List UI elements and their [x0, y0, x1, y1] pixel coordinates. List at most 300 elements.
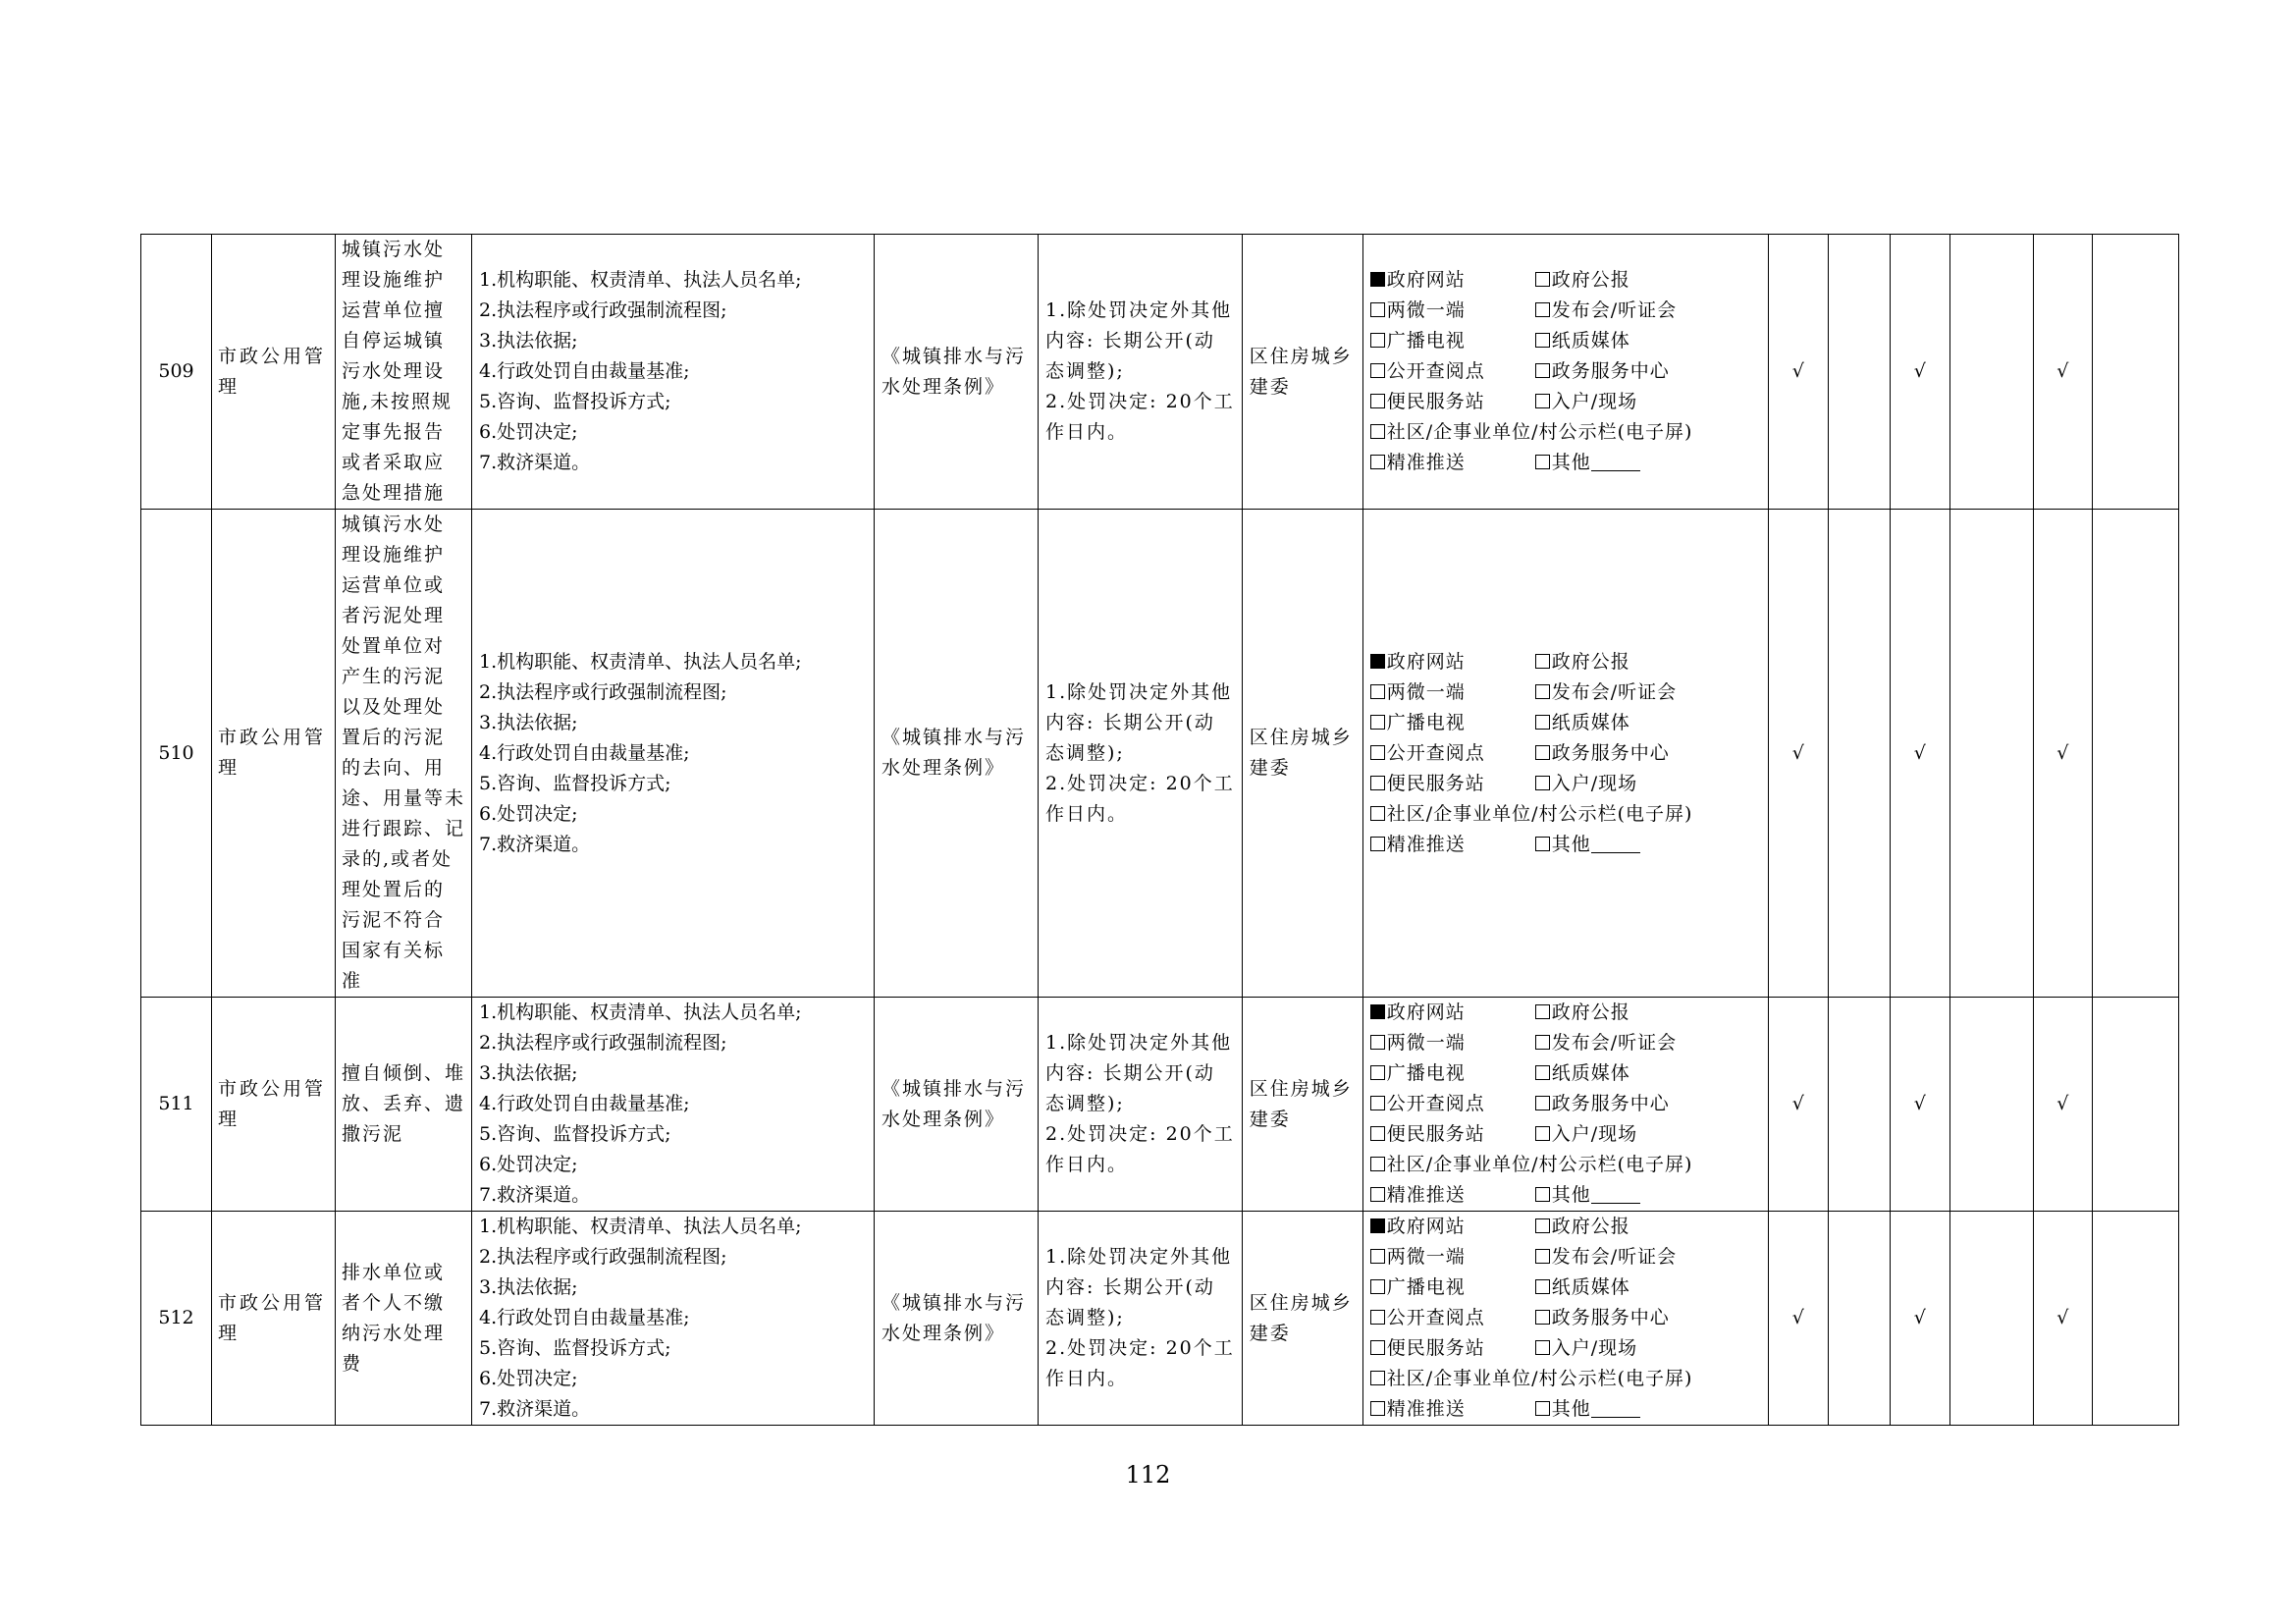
channels-cell: [1362, 998, 1768, 1212]
channel-label: 两微一端: [1386, 1032, 1466, 1054]
channel-label: 公开查阅点: [1386, 360, 1485, 382]
checkbox-icon: [1370, 1401, 1385, 1416]
channel-label: 其他: [1551, 1184, 1591, 1206]
dept-line: 区住房城乡: [1249, 345, 1353, 367]
item-line: 途、用量等未: [342, 787, 466, 809]
check-cell: √: [1890, 235, 1949, 510]
checkbox-icon: [1370, 776, 1385, 790]
channel-label: 公开查阅点: [1386, 1307, 1485, 1328]
channel-option: [1370, 387, 1535, 417]
channel-option: [1535, 1058, 1630, 1089]
channel-option: [1535, 1089, 1670, 1119]
checkbox-icon: [1370, 302, 1385, 317]
channel-option: [1370, 1089, 1535, 1119]
channel-label: 广播电视: [1386, 1276, 1466, 1298]
channel-label: 两微一端: [1386, 1246, 1466, 1268]
channel-row: [1370, 1058, 1761, 1089]
channel-label: 社区/企事业单位/村公示栏(电子屏): [1386, 802, 1693, 825]
basis-line: 《城镇排水与污: [881, 345, 1027, 367]
checkbox-icon: [1535, 1035, 1550, 1050]
row-number: 511: [141, 998, 212, 1212]
time-limit-cell: [1039, 1212, 1243, 1426]
basis-cell: [875, 510, 1039, 998]
check-cell: √: [1890, 1212, 1949, 1426]
checkbox-icon: [1535, 1004, 1550, 1019]
channel-row: [1370, 387, 1761, 417]
item-line: 的去向、用: [342, 757, 446, 779]
basis-cell: [875, 998, 1039, 1212]
table-row: [141, 1212, 2179, 1426]
channels-cell: [1362, 235, 1768, 510]
checkbox-icon: [1370, 1371, 1385, 1385]
category-line: 理: [218, 1322, 240, 1344]
checkbox-icon: [1370, 333, 1385, 348]
checkbox-icon: [1535, 1187, 1550, 1202]
content-line: 7.救济渠道。: [479, 1398, 591, 1420]
item-line: 国家有关标: [342, 940, 446, 961]
department-cell: [1242, 235, 1362, 510]
checkbox-icon: [1535, 394, 1550, 408]
channel-option: [1370, 1212, 1535, 1242]
channel-option: [1370, 1028, 1535, 1058]
channel-option: [1370, 356, 1535, 387]
check-cell: √: [2033, 235, 2092, 510]
channel-option: [1370, 326, 1535, 356]
checkbox-icon: [1535, 333, 1550, 348]
channel-row: [1370, 677, 1761, 708]
channel-option: [1535, 708, 1630, 738]
category-line: 理: [218, 757, 240, 779]
channel-label: 政务服务中心: [1551, 360, 1670, 382]
basis-line: 《城镇排水与污: [881, 727, 1027, 748]
channel-option: [1370, 1058, 1535, 1089]
department-cell: [1242, 510, 1362, 998]
item-line: 擅自倾倒、堆: [342, 1062, 466, 1084]
channel-row: [1370, 1303, 1761, 1333]
category-cell: [212, 1212, 336, 1426]
item-line: 急处理措施: [342, 482, 446, 504]
channel-label: 政府公报: [1551, 1001, 1630, 1023]
channel-label: 政府网站: [1386, 650, 1466, 673]
item-line: 产生的污泥: [342, 666, 446, 687]
channel-row: [1370, 417, 1761, 448]
channel-option: [1535, 1180, 1640, 1211]
channel-label: 入户/现场: [1551, 1123, 1638, 1145]
time-line: 1.除处罚决定外其他: [1045, 680, 1233, 703]
check-cell: [1949, 998, 2033, 1212]
channel-option: [1370, 1303, 1535, 1333]
check-cell: √: [2033, 510, 2092, 998]
check-cell: √: [1890, 510, 1949, 998]
checkbox-icon: [1370, 1310, 1385, 1325]
item-line: 放、丢弃、遗: [342, 1093, 466, 1114]
channel-label: 政务服务中心: [1551, 741, 1670, 764]
channels-cell: [1362, 510, 1768, 998]
channel-option: [1370, 1242, 1535, 1272]
check-cell: √: [1768, 1212, 1828, 1426]
time-limit-cell: [1039, 998, 1243, 1212]
channel-option: [1535, 356, 1670, 387]
channel-label: 其他: [1551, 833, 1591, 855]
channel-label: 两微一端: [1386, 680, 1466, 703]
checked-box-icon: [1370, 654, 1385, 669]
channel-option: [1370, 1119, 1535, 1150]
check-cell: √: [1890, 998, 1949, 1212]
channel-label: 发布会/听证会: [1551, 299, 1678, 321]
channel-label: 两微一端: [1386, 299, 1466, 321]
content-line: 1.机构职能、权责清单、执法人员名单;: [479, 1216, 802, 1237]
channel-label: 纸质媒体: [1551, 711, 1630, 733]
content-line: 7.救济渠道。: [479, 452, 591, 473]
channel-label: 精准推送: [1386, 1184, 1466, 1206]
item-line: 者污泥处理: [342, 605, 446, 626]
checked-box-icon: [1370, 1218, 1385, 1233]
category-line: 市政公用管: [218, 1291, 327, 1314]
content-line: 1.机构职能、权责清单、执法人员名单;: [479, 650, 802, 673]
content-line: 6.处罚决定;: [479, 1368, 578, 1389]
checkbox-icon: [1370, 745, 1385, 760]
row-number: 509: [141, 235, 212, 510]
check-cell: [1828, 998, 1890, 1212]
page-number: 112: [1125, 1461, 1171, 1489]
checkbox-icon: [1370, 1065, 1385, 1080]
item-line: 城镇污水处: [342, 239, 446, 260]
dept-line: 建委: [1249, 1322, 1291, 1344]
channel-row: [1370, 1394, 1761, 1425]
channel-row: [1370, 1028, 1761, 1058]
basis-line: 水处理条例》: [881, 375, 1006, 398]
checkbox-icon: [1535, 272, 1550, 287]
time-line: 作日内。: [1045, 802, 1129, 825]
time-line: 1.除处罚决定外其他: [1045, 1032, 1233, 1054]
channel-label: 政府网站: [1386, 1001, 1466, 1023]
channel-label: 入户/现场: [1551, 772, 1638, 794]
item-line: 置后的污泥: [342, 727, 446, 748]
channel-row: [1370, 708, 1761, 738]
blank-line: [1591, 835, 1640, 853]
check-cell: √: [2033, 998, 2092, 1212]
checkbox-icon: [1535, 363, 1550, 378]
channel-label: 广播电视: [1386, 711, 1466, 733]
channel-option: [1535, 265, 1630, 296]
time-line: 作日内。: [1045, 1154, 1129, 1175]
time-line: 2.处罚决定: 20个工: [1045, 1123, 1235, 1145]
channel-row: [1370, 356, 1761, 387]
content-line: 3.执法依据;: [479, 330, 578, 352]
checkbox-icon: [1370, 1279, 1385, 1294]
content-cell: [472, 1212, 875, 1426]
checkbox-icon: [1535, 1126, 1550, 1141]
channel-label: 便民服务站: [1386, 1337, 1485, 1359]
checkbox-icon: [1370, 1126, 1385, 1141]
channel-option: [1370, 1180, 1535, 1211]
checkbox-icon: [1535, 1340, 1550, 1355]
channel-label: 发布会/听证会: [1551, 680, 1678, 703]
content-line: 5.咨询、监督投诉方式;: [479, 391, 671, 412]
checkbox-icon: [1535, 654, 1550, 669]
content-line: 6.处罚决定;: [479, 421, 578, 443]
channel-label: 社区/企事业单位/村公示栏(电子屏): [1386, 1154, 1693, 1175]
channel-row: [1370, 326, 1761, 356]
time-limit-cell: [1039, 510, 1243, 998]
time-line: 2.处罚决定: 20个工: [1045, 772, 1235, 794]
dept-line: 建委: [1249, 757, 1291, 779]
category-line: 理: [218, 375, 240, 398]
time-line: 作日内。: [1045, 421, 1129, 443]
checkbox-icon: [1370, 1035, 1385, 1050]
time-line: 内容: 长期公开(动: [1045, 330, 1215, 352]
checkbox-icon: [1370, 1187, 1385, 1202]
item-line: 排水单位或: [342, 1261, 446, 1283]
channel-option: [1370, 998, 1535, 1028]
content-line: 5.咨询、监督投诉方式;: [479, 1337, 671, 1359]
channel-option: [1535, 1303, 1670, 1333]
item-line: 理设施维护: [342, 269, 446, 291]
channel-label: 广播电视: [1386, 1062, 1466, 1084]
checkbox-icon: [1535, 1249, 1550, 1264]
content-line: 2.执法程序或行政强制流程图;: [479, 299, 727, 321]
basis-line: 水处理条例》: [881, 1108, 1006, 1130]
checkbox-icon: [1535, 302, 1550, 317]
blank-line: [1591, 1399, 1640, 1418]
channel-option: [1535, 1028, 1677, 1058]
channel-label: 政府网站: [1386, 1216, 1466, 1237]
channel-row: [1370, 799, 1761, 830]
item-line: 准: [342, 970, 363, 992]
checkbox-icon: [1535, 1401, 1550, 1416]
channel-row: [1370, 830, 1761, 860]
channel-option: [1535, 1119, 1637, 1150]
check-cell: [1949, 1212, 2033, 1426]
channel-row: [1370, 1212, 1761, 1242]
channel-row: [1370, 1180, 1761, 1211]
content-line: 4.行政处罚自由裁量基准;: [479, 360, 690, 382]
channel-row: [1370, 738, 1761, 769]
item-line: 污泥不符合: [342, 909, 446, 931]
item-line: 施,未按照规: [342, 391, 454, 412]
checkbox-icon: [1535, 776, 1550, 790]
department-cell: [1242, 998, 1362, 1212]
content-line: 7.救济渠道。: [479, 833, 591, 855]
channel-row: [1370, 1364, 1761, 1394]
basis-cell: [875, 235, 1039, 510]
channel-label: 政务服务中心: [1551, 1093, 1670, 1114]
channel-option: [1535, 647, 1630, 677]
channel-label: 公开查阅点: [1386, 1093, 1485, 1114]
checkbox-icon: [1370, 806, 1385, 821]
channel-label: 其他: [1551, 452, 1591, 473]
basis-line: 水处理条例》: [881, 757, 1006, 779]
content-line: 3.执法依据;: [479, 711, 578, 733]
checkbox-icon: [1370, 1096, 1385, 1110]
channel-row: [1370, 647, 1761, 677]
checkbox-icon: [1370, 394, 1385, 408]
item-line: 者个人不缴: [342, 1291, 446, 1314]
time-line: 态调整);: [1045, 1307, 1125, 1328]
item-cell: [336, 998, 472, 1212]
checkbox-icon: [1535, 1065, 1550, 1080]
item-line: 自停运城镇: [342, 330, 446, 352]
basis-line: 《城镇排水与污: [881, 1077, 1027, 1100]
channel-row: [1370, 1242, 1761, 1272]
table-row: [141, 510, 2179, 998]
channel-label: 发布会/听证会: [1551, 1246, 1678, 1268]
channel-option: [1370, 738, 1535, 769]
check-cell: [2092, 1212, 2178, 1426]
dept-line: 建委: [1249, 1108, 1291, 1130]
basis-line: 《城镇排水与污: [881, 1291, 1027, 1314]
content-line: 7.救济渠道。: [479, 1184, 591, 1206]
item-cell: [336, 510, 472, 998]
channel-option: [1535, 677, 1677, 708]
item-line: 进行跟踪、记: [342, 818, 466, 839]
content-line: 2.执法程序或行政强制流程图;: [479, 1032, 727, 1054]
channel-option: [1370, 417, 1693, 448]
category-line: 市政公用管: [218, 345, 327, 367]
item-line: 污水处理设: [342, 360, 446, 382]
basis-cell: [875, 1212, 1039, 1426]
time-line: 1.除处罚决定外其他: [1045, 299, 1233, 321]
channel-option: [1535, 998, 1630, 1028]
time-line: 2.处罚决定: 20个工: [1045, 391, 1235, 412]
channel-label: 纸质媒体: [1551, 1062, 1630, 1084]
category-cell: [212, 235, 336, 510]
item-line: 运营单位擅: [342, 299, 446, 321]
item-line: 理设施维护: [342, 544, 446, 566]
channel-option: [1535, 769, 1637, 799]
checkbox-icon: [1535, 1310, 1550, 1325]
table-row: [141, 235, 2179, 510]
channels-cell: [1362, 1212, 1768, 1426]
checkbox-icon: [1370, 1157, 1385, 1171]
channel-label: 公开查阅点: [1386, 741, 1485, 764]
time-line: 内容: 长期公开(动: [1045, 1062, 1215, 1084]
channel-option: [1370, 769, 1535, 799]
channel-label: 政务服务中心: [1551, 1307, 1670, 1328]
time-line: 态调整);: [1045, 741, 1125, 764]
content-line: 3.执法依据;: [479, 1276, 578, 1298]
channel-row: [1370, 1333, 1761, 1364]
checkbox-icon: [1535, 1096, 1550, 1110]
basis-line: 水处理条例》: [881, 1322, 1006, 1344]
check-cell: √: [1768, 998, 1828, 1212]
time-line: 态调整);: [1045, 360, 1125, 382]
channel-option: [1370, 708, 1535, 738]
channel-label: 发布会/听证会: [1551, 1032, 1678, 1054]
channel-option: [1370, 830, 1535, 860]
check-cell: [1828, 1212, 1890, 1426]
category-line: 市政公用管: [218, 1077, 327, 1100]
content-line: 3.执法依据;: [479, 1062, 578, 1084]
item-line: 以及处理处: [342, 696, 446, 718]
channel-option: [1370, 677, 1535, 708]
channel-option: [1370, 296, 1535, 326]
channel-option: [1535, 1394, 1640, 1425]
channel-row: [1370, 769, 1761, 799]
channel-label: 纸质媒体: [1551, 330, 1630, 352]
item-line: 理处置后的: [342, 879, 446, 900]
time-limit-cell: [1039, 235, 1243, 510]
channel-option: [1370, 799, 1693, 830]
channel-option: [1370, 1272, 1535, 1303]
channel-option: [1535, 738, 1670, 769]
check-cell: [2092, 235, 2178, 510]
channel-option: [1535, 1212, 1630, 1242]
item-line: 纳污水处理: [342, 1322, 446, 1344]
channel-option: [1370, 1333, 1535, 1364]
content-cell: [472, 510, 875, 998]
channel-label: 便民服务站: [1386, 391, 1485, 412]
checkbox-icon: [1370, 715, 1385, 730]
item-line: 城镇污水处: [342, 514, 446, 535]
content-line: 2.执法程序或行政强制流程图;: [479, 1246, 727, 1268]
checkbox-icon: [1370, 1249, 1385, 1264]
check-cell: [1828, 235, 1890, 510]
channel-row: [1370, 1272, 1761, 1303]
channel-row: [1370, 1089, 1761, 1119]
checkbox-icon: [1535, 1218, 1550, 1233]
check-cell: √: [1768, 510, 1828, 998]
channel-option: [1370, 647, 1535, 677]
checked-box-icon: [1370, 272, 1385, 287]
checkbox-icon: [1535, 684, 1550, 699]
table-row: [141, 998, 2179, 1212]
department-cell: [1242, 1212, 1362, 1426]
checkbox-icon: [1535, 715, 1550, 730]
channel-option: [1370, 1364, 1693, 1394]
channel-label: 入户/现场: [1551, 391, 1638, 412]
checkbox-icon: [1535, 1279, 1550, 1294]
channel-option: [1535, 326, 1630, 356]
row-number: 512: [141, 1212, 212, 1426]
checkbox-icon: [1370, 455, 1385, 469]
channel-label: 入户/现场: [1551, 1337, 1638, 1359]
item-cell: [336, 1212, 472, 1426]
dept-line: 建委: [1249, 375, 1291, 398]
checkbox-icon: [1370, 837, 1385, 851]
checkbox-icon: [1535, 837, 1550, 851]
item-line: 处置单位对: [342, 635, 446, 657]
channel-label: 精准推送: [1386, 1398, 1466, 1420]
time-line: 内容: 长期公开(动: [1045, 711, 1215, 733]
channel-option: [1370, 265, 1535, 296]
channel-option: [1535, 1333, 1637, 1364]
channel-option: [1535, 387, 1637, 417]
item-cell: [336, 235, 472, 510]
content-line: 5.咨询、监督投诉方式;: [479, 1123, 671, 1145]
dept-line: 区住房城乡: [1249, 1077, 1353, 1100]
channel-label: 纸质媒体: [1551, 1276, 1630, 1298]
content-cell: [472, 998, 875, 1212]
channel-row: [1370, 1119, 1761, 1150]
check-cell: [2092, 510, 2178, 998]
checkbox-icon: [1370, 424, 1385, 439]
channel-option: [1370, 1394, 1535, 1425]
dept-line: 区住房城乡: [1249, 727, 1353, 748]
content-line: 1.机构职能、权责清单、执法人员名单;: [479, 269, 802, 291]
channel-option: [1535, 1242, 1677, 1272]
content-line: 6.处罚决定;: [479, 802, 578, 825]
channel-label: 政府公报: [1551, 269, 1630, 291]
channel-row: [1370, 998, 1761, 1028]
channel-label: 政府公报: [1551, 1216, 1630, 1237]
item-line: 或者采取应: [342, 452, 446, 473]
channel-option: [1535, 1272, 1630, 1303]
content-line: 2.执法程序或行政强制流程图;: [479, 680, 727, 703]
content-line: 6.处罚决定;: [479, 1154, 578, 1175]
category-line: 理: [218, 1108, 240, 1130]
content-line: 4.行政处罚自由裁量基准;: [479, 1307, 690, 1328]
